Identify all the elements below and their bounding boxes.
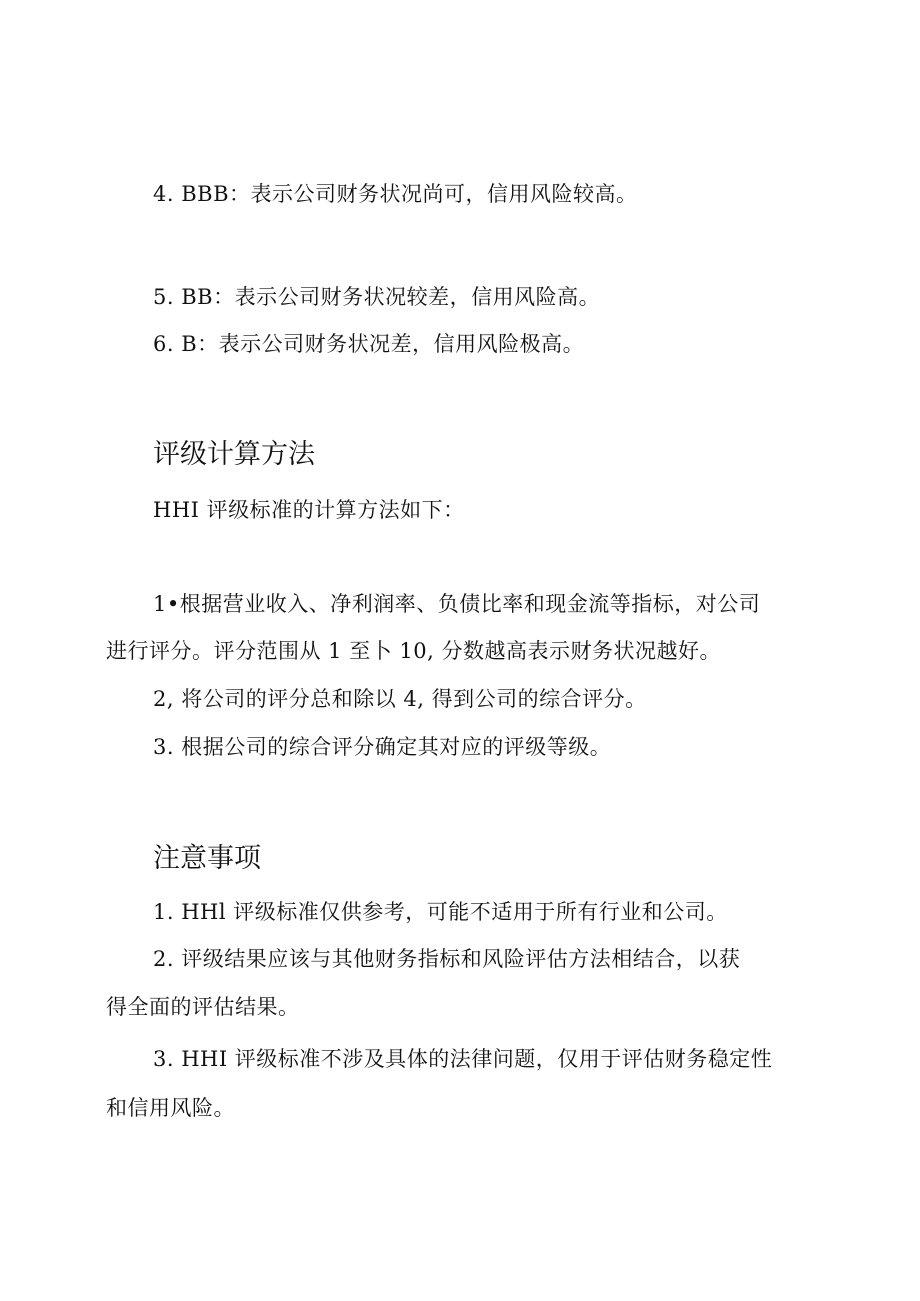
rating-bbb-text: 4. BBB：表示公司财务状况尚可，信用风险较高。 <box>153 182 638 206</box>
note-item-3-continued: 和信用风险。 <box>106 1096 235 1120</box>
notes-heading: 注意事项 <box>153 843 261 874</box>
rating-b-text: 6. B：表示公司财务状况差，信用风险极高。 <box>153 332 585 356</box>
calculation-heading: 评级计算方法 <box>153 439 315 470</box>
rating-bb-text: 5. BB：表示公司财务状况较差，信用风险高。 <box>153 285 601 309</box>
note-item-2: 2. 评级结果应该与其他财务指标和风险评估方法相结合，以获 <box>153 947 741 971</box>
note-item-3: 3. HHI 评级标准不涉及具体的法律问题，仅用于评估财务稳定性 <box>153 1047 773 1071</box>
note-item-2-continued: 得全面的评估结果。 <box>106 995 300 1019</box>
calculation-step-1: 1•根据营业收入、净利润率、负债比率和现金流等指标，对公司 <box>153 592 761 616</box>
calculation-intro: HHI 评级标准的计算方法如下： <box>153 498 465 522</box>
calculation-step-3: 3. 根据公司的综合评分确定其对应的评级等级。 <box>153 735 612 759</box>
note-item-1: 1. HHl 评级标准仅供参考，可能不适用于所有行业和公司。 <box>153 900 728 924</box>
calculation-step-2: 2, 将公司的评分总和除以 4, 得到公司的综合评分。 <box>153 687 647 711</box>
calculation-step-1-continued: 进行评分。评分范围从 1 至卜 10, 分数越高表示财务状况越好。 <box>106 639 721 663</box>
